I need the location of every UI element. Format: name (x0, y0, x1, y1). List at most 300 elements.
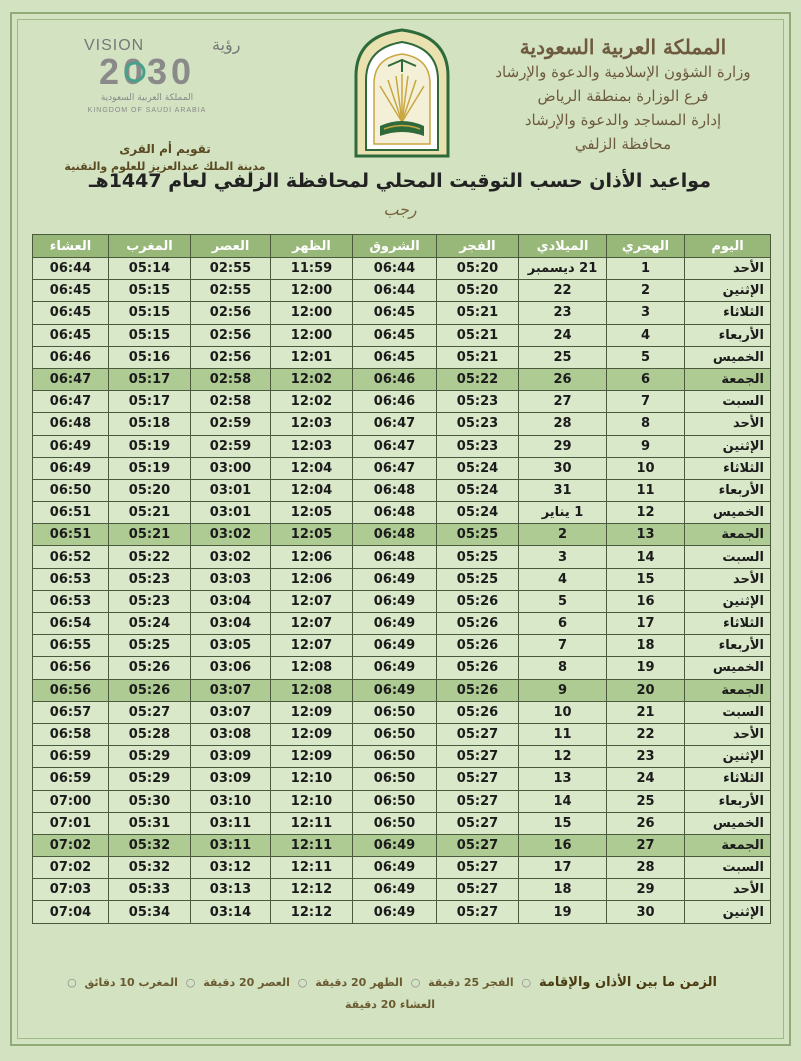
cell-hijri: 28 (607, 857, 685, 879)
table-row (33, 657, 771, 679)
cell-hijri: 9 (607, 435, 685, 457)
cell-gregorian: 29 (519, 435, 607, 457)
cell-day: الإثنين (685, 590, 771, 612)
cell-maghrib: 05:29 (109, 746, 191, 768)
cell-dhuhr: 12:11 (271, 834, 353, 856)
cell-asr: 03:00 (191, 457, 271, 479)
cell-sunrise: 06:48 (353, 502, 437, 524)
table-row (33, 346, 771, 368)
cell-isha: 06:56 (33, 679, 109, 701)
cell-dhuhr: 12:09 (271, 746, 353, 768)
cell-maghrib: 05:19 (109, 435, 191, 457)
cell-gregorian: 2 (519, 524, 607, 546)
cell-gregorian: 30 (519, 457, 607, 479)
cell-isha: 06:59 (33, 746, 109, 768)
cell-maghrib: 05:31 (109, 812, 191, 834)
cell-maghrib: 05:30 (109, 790, 191, 812)
cell-isha: 06:59 (33, 768, 109, 790)
table-row (33, 502, 771, 524)
cell-hijri: 26 (607, 812, 685, 834)
svg-text:رؤية: رؤية (212, 35, 241, 54)
cell-hijri: 8 (607, 413, 685, 435)
cell-fajr: 05:27 (437, 768, 519, 790)
cell-hijri: 5 (607, 346, 685, 368)
cell-day: الأحد (685, 879, 771, 901)
cell-fajr: 05:23 (437, 435, 519, 457)
cell-isha: 07:00 (33, 790, 109, 812)
cell-isha: 06:58 (33, 723, 109, 745)
svg-text:2030: 2030 (98, 51, 196, 92)
cell-fajr: 05:27 (437, 812, 519, 834)
cell-asr: 03:04 (191, 590, 271, 612)
cell-gregorian: 10 (519, 701, 607, 723)
table-header-row (33, 235, 771, 258)
cell-asr: 02:56 (191, 302, 271, 324)
ministry-header (473, 34, 773, 156)
cell-fajr: 05:26 (437, 679, 519, 701)
cell-asr: 03:13 (191, 879, 271, 901)
cell-dhuhr: 12:09 (271, 723, 353, 745)
cell-hijri: 1 (607, 258, 685, 280)
cell-maghrib: 05:19 (109, 457, 191, 479)
cell-asr: 03:11 (191, 834, 271, 856)
cell-hijri: 15 (607, 568, 685, 590)
cell-asr: 02:59 (191, 413, 271, 435)
cell-maghrib: 05:15 (109, 302, 191, 324)
cell-day: الأحد (685, 413, 771, 435)
cell-isha: 06:57 (33, 701, 109, 723)
cell-day: السبت (685, 701, 771, 723)
prayer-times-table (32, 234, 771, 924)
col-header-day: اليوم (685, 235, 771, 258)
iqama-asr: العصر 20 دقيقة (203, 976, 290, 989)
cell-isha: 06:45 (33, 280, 109, 302)
cell-sunrise: 06:45 (353, 324, 437, 346)
cell-isha: 06:44 (33, 258, 109, 280)
cell-asr: 03:09 (191, 746, 271, 768)
table-row (33, 723, 771, 745)
cell-hijri: 18 (607, 635, 685, 657)
cell-asr: 03:14 (191, 901, 271, 923)
col-header-isha: العشاء (33, 235, 109, 258)
table-row (33, 834, 771, 856)
cell-sunrise: 06:45 (353, 302, 437, 324)
cell-isha: 06:49 (33, 457, 109, 479)
cell-sunrise: 06:49 (353, 657, 437, 679)
col-header-sunrise: الشروق (353, 235, 437, 258)
cell-asr: 02:55 (191, 258, 271, 280)
page-title: مواعيد الأذان حسب التوقيت المحلي لمحافظة الزلفي لعام 1447هـ (89, 170, 711, 192)
table-row (33, 324, 771, 346)
cell-dhuhr: 12:07 (271, 635, 353, 657)
cell-asr: 03:04 (191, 613, 271, 635)
calendar-source: مدينة الملك عبدالعزيز للعلوم والتقنية (64, 160, 266, 173)
cell-isha: 07:03 (33, 879, 109, 901)
cell-day: الإثنين (685, 280, 771, 302)
cell-day: الخميس (685, 502, 771, 524)
cell-isha: 06:46 (33, 346, 109, 368)
cell-asr: 03:12 (191, 857, 271, 879)
gov-line-ministry: وزارة الشؤون الإسلامية والدعوة والإرشاد (495, 63, 751, 81)
cell-sunrise: 06:49 (353, 857, 437, 879)
table-row (33, 768, 771, 790)
cell-sunrise: 06:49 (353, 635, 437, 657)
cell-hijri: 3 (607, 302, 685, 324)
cell-maghrib: 05:25 (109, 635, 191, 657)
cell-asr: 02:55 (191, 280, 271, 302)
cell-gregorian: 28 (519, 413, 607, 435)
cell-day: الجمعة (685, 834, 771, 856)
cell-dhuhr: 12:07 (271, 613, 353, 635)
cell-sunrise: 06:49 (353, 879, 437, 901)
svg-text:KINGDOM OF SAUDI ARABIA: KINGDOM OF SAUDI ARABIA (87, 107, 207, 114)
iqama-note-lead: الزمن ما بين الأذان والإقامة (538, 975, 717, 990)
table-row (33, 857, 771, 879)
cell-asr: 02:56 (191, 346, 271, 368)
cell-gregorian: 4 (519, 568, 607, 590)
cell-sunrise: 06:47 (353, 457, 437, 479)
table-row (33, 524, 771, 546)
cell-dhuhr: 12:04 (271, 457, 353, 479)
table-row (33, 746, 771, 768)
cell-maghrib: 05:14 (109, 258, 191, 280)
table-row (33, 391, 771, 413)
cell-fajr: 05:25 (437, 546, 519, 568)
cell-fajr: 05:27 (437, 723, 519, 745)
col-header-hijri: الهجري (607, 235, 685, 258)
cell-asr: 02:58 (191, 391, 271, 413)
cell-fajr: 05:21 (437, 324, 519, 346)
cell-asr: 03:09 (191, 768, 271, 790)
cell-gregorian: 11 (519, 723, 607, 745)
cell-day: الجمعة (685, 679, 771, 701)
cell-isha: 07:04 (33, 901, 109, 923)
cell-maghrib: 05:34 (109, 901, 191, 923)
cell-day: الجمعة (685, 368, 771, 390)
cell-dhuhr: 12:11 (271, 857, 353, 879)
cell-fajr: 05:20 (437, 280, 519, 302)
vision-2030-logo (62, 32, 241, 122)
cell-dhuhr: 12:02 (271, 368, 353, 390)
cell-fajr: 05:24 (437, 457, 519, 479)
cell-gregorian: 14 (519, 790, 607, 812)
cell-day: السبت (685, 857, 771, 879)
cell-asr: 02:58 (191, 368, 271, 390)
cell-isha: 06:53 (33, 568, 109, 590)
cell-dhuhr: 12:04 (271, 479, 353, 501)
cell-hijri: 24 (607, 768, 685, 790)
cell-day: الثلاثاء (685, 457, 771, 479)
col-header-dhuhr: الظهر (271, 235, 353, 258)
cell-gregorian: 21 ديسمبر (519, 258, 607, 280)
cell-gregorian: 12 (519, 746, 607, 768)
cell-dhuhr: 12:11 (271, 812, 353, 834)
cell-sunrise: 06:50 (353, 746, 437, 768)
cell-maghrib: 05:27 (109, 701, 191, 723)
cell-sunrise: 06:49 (353, 834, 437, 856)
cell-dhuhr: 12:01 (271, 346, 353, 368)
cell-fajr: 05:27 (437, 746, 519, 768)
cell-sunrise: 06:50 (353, 701, 437, 723)
cell-day: الأربعاء (685, 324, 771, 346)
cell-dhuhr: 12:03 (271, 413, 353, 435)
cell-isha: 07:01 (33, 812, 109, 834)
cell-isha: 06:51 (33, 524, 109, 546)
cell-maghrib: 05:15 (109, 324, 191, 346)
cell-hijri: 30 (607, 901, 685, 923)
cell-hijri: 10 (607, 457, 685, 479)
cell-isha: 06:56 (33, 657, 109, 679)
cell-asr: 03:06 (191, 657, 271, 679)
cell-dhuhr: 12:03 (271, 435, 353, 457)
table-row (33, 901, 771, 923)
cell-dhuhr: 12:08 (271, 679, 353, 701)
cell-isha: 07:02 (33, 834, 109, 856)
cell-dhuhr: 12:07 (271, 590, 353, 612)
cell-gregorian: 24 (519, 324, 607, 346)
cell-asr: 03:10 (191, 790, 271, 812)
cell-maghrib: 05:23 (109, 568, 191, 590)
cell-maghrib: 05:32 (109, 834, 191, 856)
cell-asr: 03:11 (191, 812, 271, 834)
cell-hijri: 17 (607, 613, 685, 635)
table-row (33, 435, 771, 457)
cell-day: الأحد (685, 723, 771, 745)
cell-asr: 03:08 (191, 723, 271, 745)
cell-maghrib: 05:33 (109, 879, 191, 901)
cell-gregorian: 31 (519, 479, 607, 501)
cell-dhuhr: 12:06 (271, 546, 353, 568)
cell-hijri: 22 (607, 723, 685, 745)
cell-sunrise: 06:49 (353, 679, 437, 701)
cell-hijri: 20 (607, 679, 685, 701)
cell-fajr: 05:26 (437, 657, 519, 679)
cell-maghrib: 05:23 (109, 590, 191, 612)
cell-fajr: 05:27 (437, 901, 519, 923)
iqama-maghrib: المغرب 10 دقائق (84, 976, 178, 989)
cell-maghrib: 05:26 (109, 679, 191, 701)
cell-dhuhr: 12:00 (271, 324, 353, 346)
cell-day: الثلاثاء (685, 613, 771, 635)
cell-isha: 06:53 (33, 590, 109, 612)
cell-dhuhr: 12:12 (271, 901, 353, 923)
cell-maghrib: 05:32 (109, 857, 191, 879)
table-row (33, 457, 771, 479)
cell-dhuhr: 12:06 (271, 568, 353, 590)
svg-text:VISION: VISION (84, 37, 145, 54)
cell-sunrise: 06:44 (353, 258, 437, 280)
col-header-asr: العصر (191, 235, 271, 258)
cell-gregorian: 22 (519, 280, 607, 302)
cell-sunrise: 06:46 (353, 368, 437, 390)
cell-maghrib: 05:28 (109, 723, 191, 745)
cell-isha: 06:52 (33, 546, 109, 568)
cell-maghrib: 05:26 (109, 657, 191, 679)
cell-asr: 03:02 (191, 546, 271, 568)
gov-line-country: المملكة العربية السعودية (519, 35, 727, 59)
table-row (33, 635, 771, 657)
cell-maghrib: 05:21 (109, 524, 191, 546)
cell-fajr: 05:24 (437, 479, 519, 501)
cell-asr: 03:01 (191, 479, 271, 501)
cell-gregorian: 26 (519, 368, 607, 390)
cell-fajr: 05:27 (437, 857, 519, 879)
cell-isha: 06:55 (33, 635, 109, 657)
cell-asr: 03:03 (191, 568, 271, 590)
cell-gregorian: 16 (519, 834, 607, 856)
table-row (33, 280, 771, 302)
cell-hijri: 7 (607, 391, 685, 413)
cell-gregorian: 23 (519, 302, 607, 324)
cell-day: السبت (685, 546, 771, 568)
cell-gregorian: 9 (519, 679, 607, 701)
ministry-emblem-icon (350, 26, 454, 158)
cell-fajr: 05:27 (437, 834, 519, 856)
cell-dhuhr: 12:12 (271, 879, 353, 901)
gov-line-department: إدارة المساجد والدعوة والإرشاد (524, 111, 722, 129)
table-row (33, 790, 771, 812)
cell-isha: 06:48 (33, 413, 109, 435)
cell-sunrise: 06:47 (353, 413, 437, 435)
table-row (33, 258, 771, 280)
cell-day: الأحد (685, 258, 771, 280)
cell-sunrise: 06:45 (353, 346, 437, 368)
cell-dhuhr: 12:05 (271, 524, 353, 546)
iqama-isha: العشاء 20 دقيقة (345, 998, 435, 1011)
cell-fajr: 05:24 (437, 502, 519, 524)
cell-maghrib: 05:24 (109, 613, 191, 635)
cell-gregorian: 3 (519, 546, 607, 568)
cell-day: الأربعاء (685, 635, 771, 657)
cell-sunrise: 06:48 (353, 524, 437, 546)
cell-fajr: 05:26 (437, 635, 519, 657)
cell-maghrib: 05:15 (109, 280, 191, 302)
cell-sunrise: 06:49 (353, 613, 437, 635)
table-row (33, 590, 771, 612)
cell-isha: 06:47 (33, 368, 109, 390)
cell-sunrise: 06:46 (353, 391, 437, 413)
iqama-note: الزمن ما بين الأذان والإقامة ○ الفجر 25 دقيقة ○ الظهر 20 دقيقة ○ العصر 20 دقيقة ○ المغرب 10 دقائق ○ العشاء 20 دقيقة (67, 975, 717, 1011)
cell-isha: 07:02 (33, 857, 109, 879)
cell-fajr: 05:26 (437, 613, 519, 635)
table-row (33, 413, 771, 435)
cell-gregorian: 6 (519, 613, 607, 635)
cell-fajr: 05:21 (437, 302, 519, 324)
cell-hijri: 27 (607, 834, 685, 856)
iqama-fajr: الفجر 25 دقيقة (428, 976, 514, 989)
cell-isha: 06:45 (33, 302, 109, 324)
cell-sunrise: 06:50 (353, 723, 437, 745)
cell-hijri: 4 (607, 324, 685, 346)
cell-gregorian: 27 (519, 391, 607, 413)
cell-asr: 03:07 (191, 679, 271, 701)
cell-gregorian: 1 يناير (519, 502, 607, 524)
cell-gregorian: 13 (519, 768, 607, 790)
table-row (33, 701, 771, 723)
cell-sunrise: 06:49 (353, 901, 437, 923)
cell-sunrise: 06:44 (353, 280, 437, 302)
cell-hijri: 19 (607, 657, 685, 679)
cell-hijri: 29 (607, 879, 685, 901)
cell-dhuhr: 12:00 (271, 302, 353, 324)
cell-isha: 06:54 (33, 613, 109, 635)
cell-isha: 06:49 (33, 435, 109, 457)
cell-fajr: 05:26 (437, 701, 519, 723)
table-row (33, 613, 771, 635)
cell-asr: 03:05 (191, 635, 271, 657)
cell-gregorian: 25 (519, 346, 607, 368)
cell-sunrise: 06:49 (353, 568, 437, 590)
cell-maghrib: 05:21 (109, 502, 191, 524)
cell-day: الإثنين (685, 901, 771, 923)
cell-dhuhr: 12:10 (271, 768, 353, 790)
cell-fajr: 05:25 (437, 568, 519, 590)
col-header-maghrib: المغرب (109, 235, 191, 258)
cell-fajr: 05:27 (437, 790, 519, 812)
cell-maghrib: 05:22 (109, 546, 191, 568)
cell-maghrib: 05:18 (109, 413, 191, 435)
cell-hijri: 23 (607, 746, 685, 768)
cell-gregorian: 19 (519, 901, 607, 923)
cell-hijri: 21 (607, 701, 685, 723)
cell-maghrib: 05:17 (109, 368, 191, 390)
cell-isha: 06:45 (33, 324, 109, 346)
cell-day: الأربعاء (685, 479, 771, 501)
cell-day: الأحد (685, 568, 771, 590)
cell-gregorian: 17 (519, 857, 607, 879)
cell-sunrise: 06:48 (353, 479, 437, 501)
cell-fajr: 05:26 (437, 590, 519, 612)
cell-asr: 03:01 (191, 502, 271, 524)
cell-dhuhr: 12:09 (271, 701, 353, 723)
cell-hijri: 14 (607, 546, 685, 568)
cell-asr: 02:59 (191, 435, 271, 457)
cell-fajr: 05:20 (437, 258, 519, 280)
calendar-name: تقويم أم القرى (119, 142, 211, 156)
cell-asr: 03:07 (191, 701, 271, 723)
cell-asr: 02:56 (191, 324, 271, 346)
cell-sunrise: 06:50 (353, 812, 437, 834)
cell-day: الأربعاء (685, 790, 771, 812)
cell-dhuhr: 12:05 (271, 502, 353, 524)
table-row (33, 879, 771, 901)
cell-hijri: 13 (607, 524, 685, 546)
cell-fajr: 05:25 (437, 524, 519, 546)
cell-maghrib: 05:16 (109, 346, 191, 368)
cell-gregorian: 15 (519, 812, 607, 834)
cell-dhuhr: 12:10 (271, 790, 353, 812)
cell-hijri: 2 (607, 280, 685, 302)
cell-day: الثلاثاء (685, 768, 771, 790)
table-row (33, 812, 771, 834)
iqama-dhuhr: الظهر 20 دقيقة (315, 976, 403, 989)
cell-sunrise: 06:50 (353, 790, 437, 812)
cell-gregorian: 18 (519, 879, 607, 901)
table-row (33, 302, 771, 324)
cell-asr: 03:02 (191, 524, 271, 546)
cell-gregorian: 8 (519, 657, 607, 679)
table-row (33, 679, 771, 701)
cell-day: الإثنين (685, 746, 771, 768)
cell-hijri: 12 (607, 502, 685, 524)
table-row (33, 479, 771, 501)
table-row (33, 568, 771, 590)
cell-fajr: 05:27 (437, 879, 519, 901)
cell-sunrise: 06:50 (353, 768, 437, 790)
table-row (33, 546, 771, 568)
cell-maghrib: 05:17 (109, 391, 191, 413)
cell-hijri: 6 (607, 368, 685, 390)
